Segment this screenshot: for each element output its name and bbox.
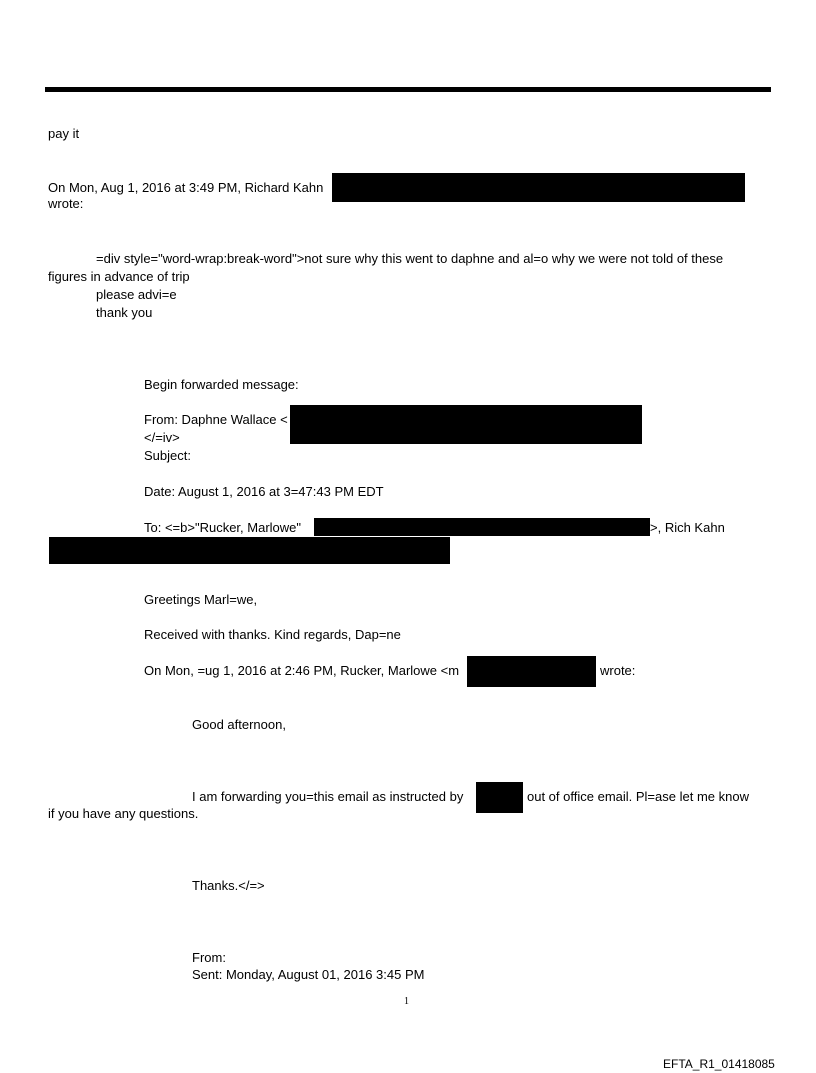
marlowe-greeting: Good afternoon, (192, 717, 286, 732)
orig-sent: Sent: Monday, August 01, 2016 3:45 PM (192, 967, 425, 982)
fwd-from: From: Daphne Wallace < (144, 412, 288, 427)
fwd-to-suffix: >, Rich Kahn (650, 520, 725, 535)
forwarded-label: Begin forwarded message: (144, 377, 299, 392)
marlowe-body-line2: if you have any questions. (48, 806, 199, 821)
daphne-quote-header-suffix: wrote: (600, 663, 636, 678)
kahn-body-line1: =div style="word-wrap:break-word">not sure why this went to daphne and al=o why we were not told of these (96, 251, 724, 266)
fwd-date: Date: August 1, 2016 at 3=47:43 PM EDT (144, 484, 384, 499)
marlowe-body-line1-suffix: out of office email. Pl=ase let me know (527, 789, 749, 804)
quote-header-line2: wrote: (48, 196, 84, 211)
orig-from: From: (192, 950, 226, 965)
redaction-box (332, 173, 745, 202)
kahn-body-line2: figures in advance of trip (48, 269, 190, 284)
page-number: 1 (404, 996, 409, 1007)
redaction-box (290, 405, 642, 444)
fwd-div-close: </=iv> (144, 430, 180, 445)
redaction-box (49, 537, 450, 564)
daphne-greeting: Greetings Marl=we, (144, 592, 258, 607)
fwd-subject: Subject: (144, 448, 191, 463)
kahn-body-line4: thank you (96, 305, 153, 320)
marlowe-body-line1-prefix: I am forwarding you=this email as instructed by (192, 789, 464, 804)
marlowe-thanks: Thanks.</=> (192, 878, 265, 893)
redaction-box (467, 656, 596, 687)
reply-text: pay it (48, 126, 80, 141)
redaction-box (314, 518, 650, 536)
kahn-body-line3: please advi=e (96, 287, 177, 302)
daphne-body: Received with thanks. Kind regards, Dap=ne (144, 627, 401, 642)
bates-number: EFTA_R1_01418085 (663, 1057, 775, 1071)
redaction-box (476, 782, 523, 813)
fwd-to-prefix: To: <=b>"Rucker, Marlowe" (144, 520, 301, 535)
quote-header-line1: On Mon, Aug 1, 2016 at 3:49 PM, Richard Kahn (48, 180, 324, 195)
header-rule (45, 87, 771, 92)
daphne-quote-header-prefix: On Mon, =ug 1, 2016 at 2:46 PM, Rucker, Marlowe <m (144, 663, 460, 678)
